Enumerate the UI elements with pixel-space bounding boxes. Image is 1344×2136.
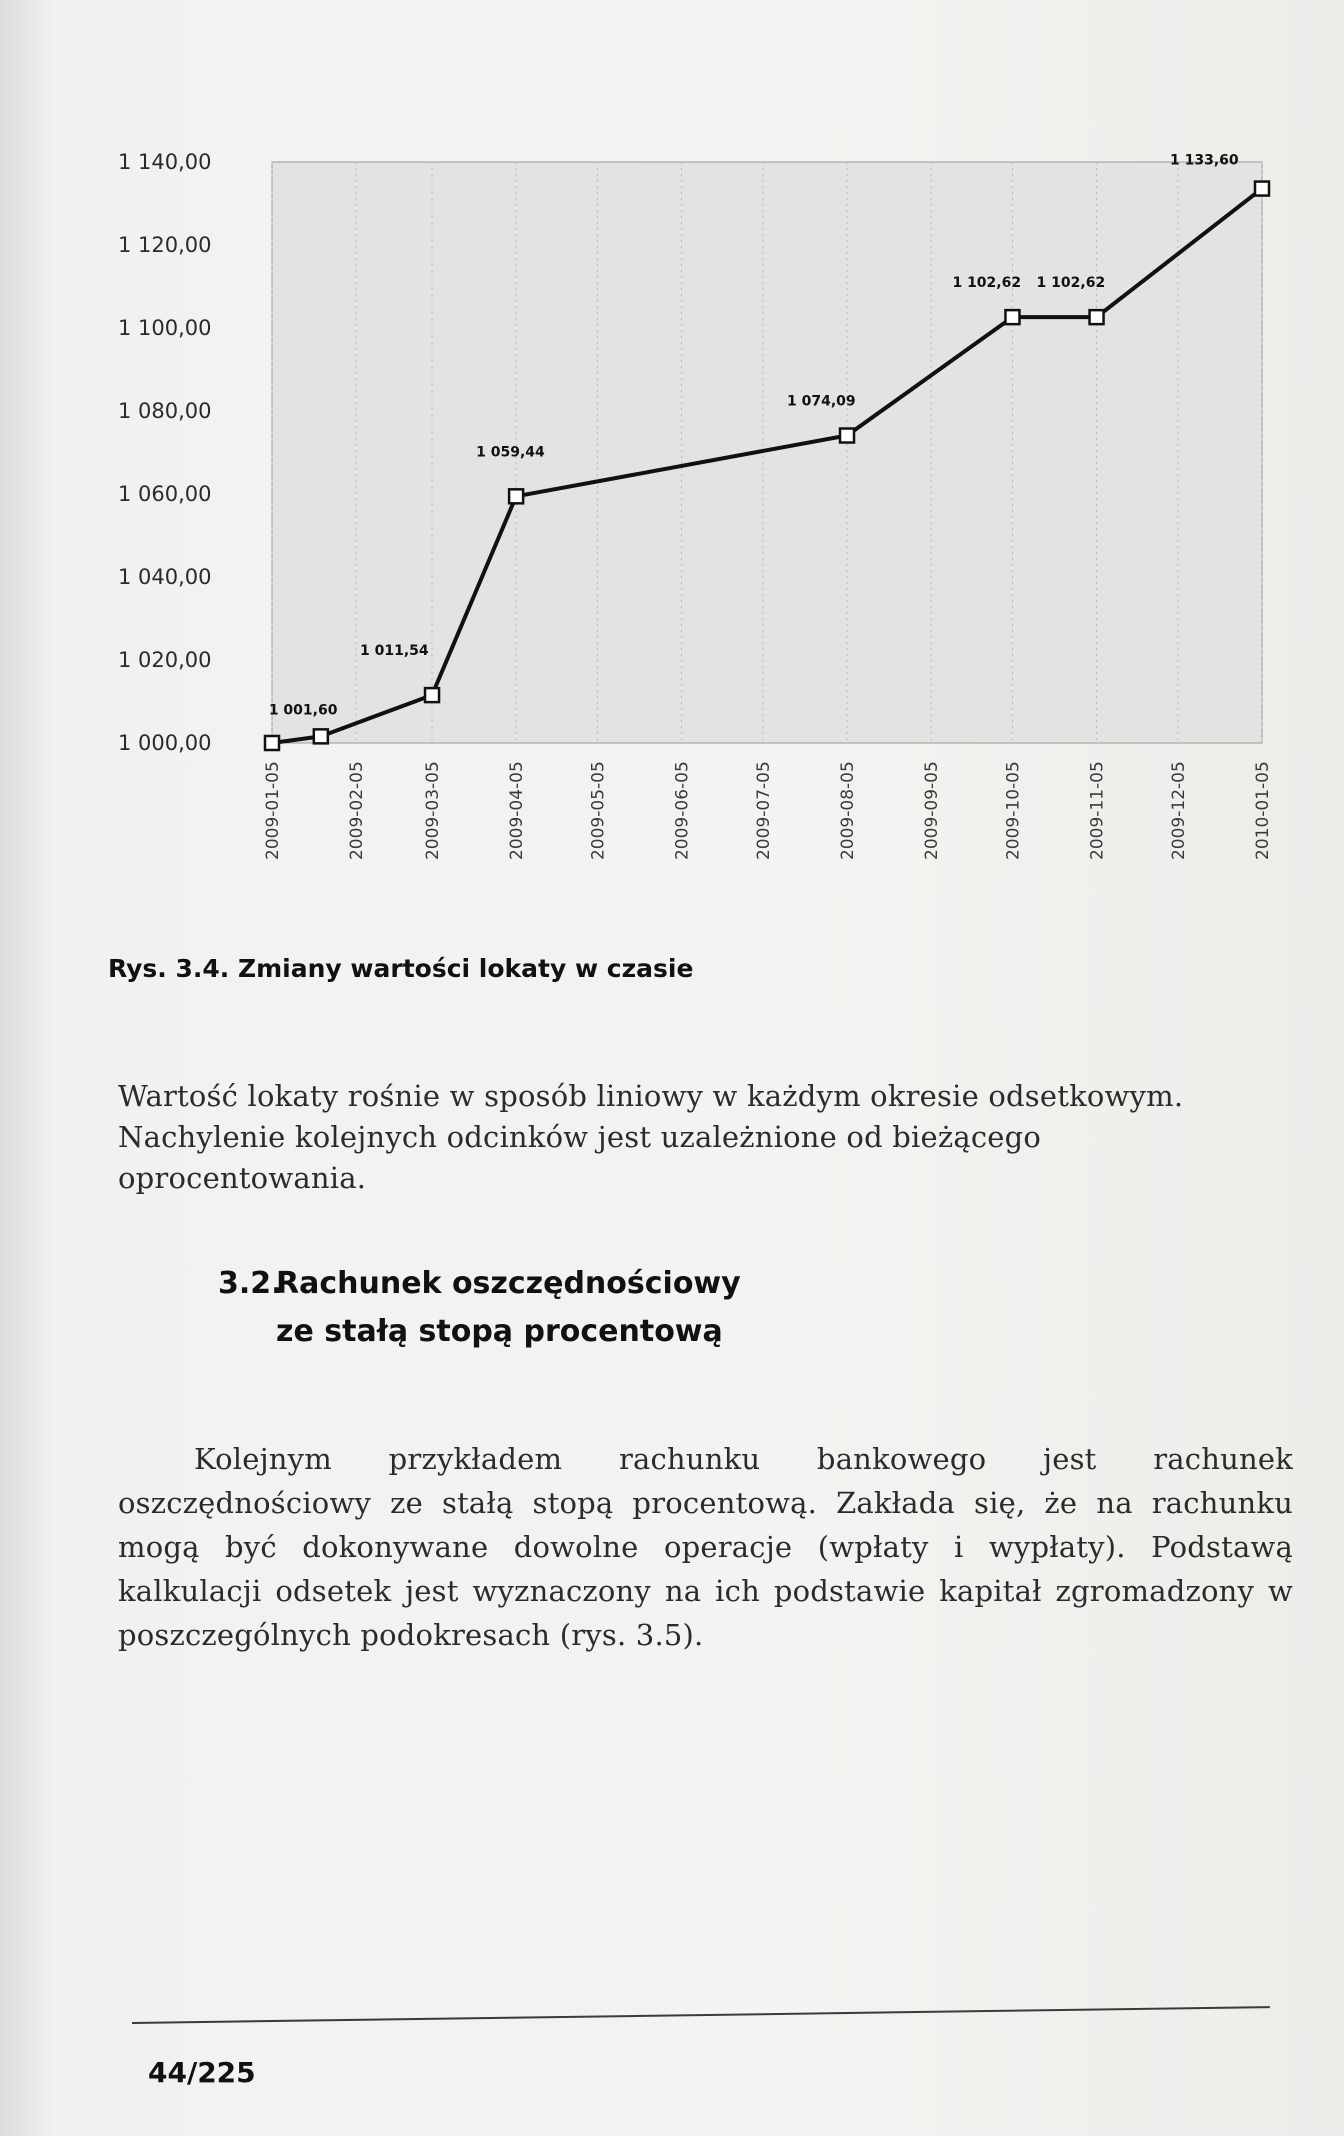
data-label: 1 059,44 bbox=[476, 444, 545, 461]
y-tick-label: 1 020,00 bbox=[118, 648, 212, 672]
paragraph-line-2: Nachylenie kolejnych odcinków jest uzależnione od bieżącego oprocentowania. bbox=[118, 1120, 1042, 1195]
y-tick-label: 1 120,00 bbox=[118, 233, 212, 257]
data-marker bbox=[265, 736, 279, 750]
y-tick-label: 1 080,00 bbox=[118, 399, 212, 423]
paragraph-chart-description bbox=[118, 1076, 1278, 1199]
y-tick-label: 1 100,00 bbox=[118, 316, 212, 340]
y-axis-ticks bbox=[118, 150, 212, 755]
y-tick-label: 1 040,00 bbox=[118, 565, 212, 589]
x-tick-label: 2009-09-05 bbox=[922, 761, 943, 860]
data-marker bbox=[425, 688, 439, 702]
page-number: 44/225 bbox=[148, 2056, 256, 2089]
data-marker bbox=[1090, 310, 1104, 324]
data-label: 1 102,62 bbox=[952, 275, 1022, 292]
x-tick-label: 2009-02-05 bbox=[347, 761, 368, 860]
x-axis-ticks bbox=[263, 761, 1273, 860]
data-label: 1 133,60 bbox=[1170, 152, 1239, 169]
x-tick-label: 2009-04-05 bbox=[507, 761, 528, 860]
data-label: 1 074,09 bbox=[787, 393, 856, 410]
data-marker bbox=[314, 729, 328, 743]
section-heading bbox=[218, 1260, 741, 1356]
x-tick-label: 2009-11-05 bbox=[1087, 761, 1108, 860]
data-marker bbox=[840, 429, 854, 443]
section-title-line-2: ze stałą stopą procentową bbox=[276, 1314, 723, 1349]
y-tick-label: 1 060,00 bbox=[118, 482, 212, 506]
data-marker bbox=[1255, 182, 1269, 196]
y-tick-label: 1 000,00 bbox=[118, 731, 212, 755]
paragraph-line-1: Wartość lokaty rośnie w sposób liniowy w każdym okresie odsetkowym. bbox=[118, 1079, 1184, 1113]
y-tick-label: 1 140,00 bbox=[118, 150, 212, 174]
data-marker bbox=[1005, 310, 1019, 324]
x-tick-label: 2009-07-05 bbox=[753, 761, 774, 860]
section-title-line-1: Rachunek oszczędnościowy bbox=[276, 1266, 741, 1301]
data-label: 1 011,54 bbox=[360, 643, 429, 660]
x-tick-label: 2010-01-05 bbox=[1253, 761, 1273, 860]
x-tick-label: 2009-01-05 bbox=[263, 761, 283, 860]
figure-caption: Rys. 3.4. Zmiany wartości lokaty w czasie bbox=[108, 954, 694, 983]
data-label: 1 102,62 bbox=[1036, 275, 1106, 292]
x-tick-label: 2009-03-05 bbox=[423, 761, 444, 860]
x-tick-label: 2009-08-05 bbox=[838, 761, 859, 860]
footer-rule bbox=[132, 2006, 1270, 2024]
data-label: 1 001,60 bbox=[268, 702, 338, 719]
x-tick-label: 2009-10-05 bbox=[1003, 761, 1024, 860]
x-tick-label: 2009-06-05 bbox=[672, 761, 693, 860]
data-marker bbox=[509, 489, 523, 503]
section-number: 3.2. bbox=[218, 1266, 283, 1301]
deposit-value-chart bbox=[0, 0, 1344, 900]
paragraph-body: Kolejnym przykładem rachunku bankowego jest rachunek oszczędnościowy ze stałą stopą procentową. Zakłada się, że na rachunku mogą być dokonywane dowolne operacje (wpłaty i wypłaty). Podstawą kalkulacji odsetek jest wyznaczony na ich podstawie kapitał zgromadzony w poszczególnych podokresach (rys. 3.5). bbox=[118, 1442, 1293, 1652]
x-tick-label: 2009-12-05 bbox=[1168, 761, 1189, 860]
x-tick-label: 2009-05-05 bbox=[588, 761, 609, 860]
